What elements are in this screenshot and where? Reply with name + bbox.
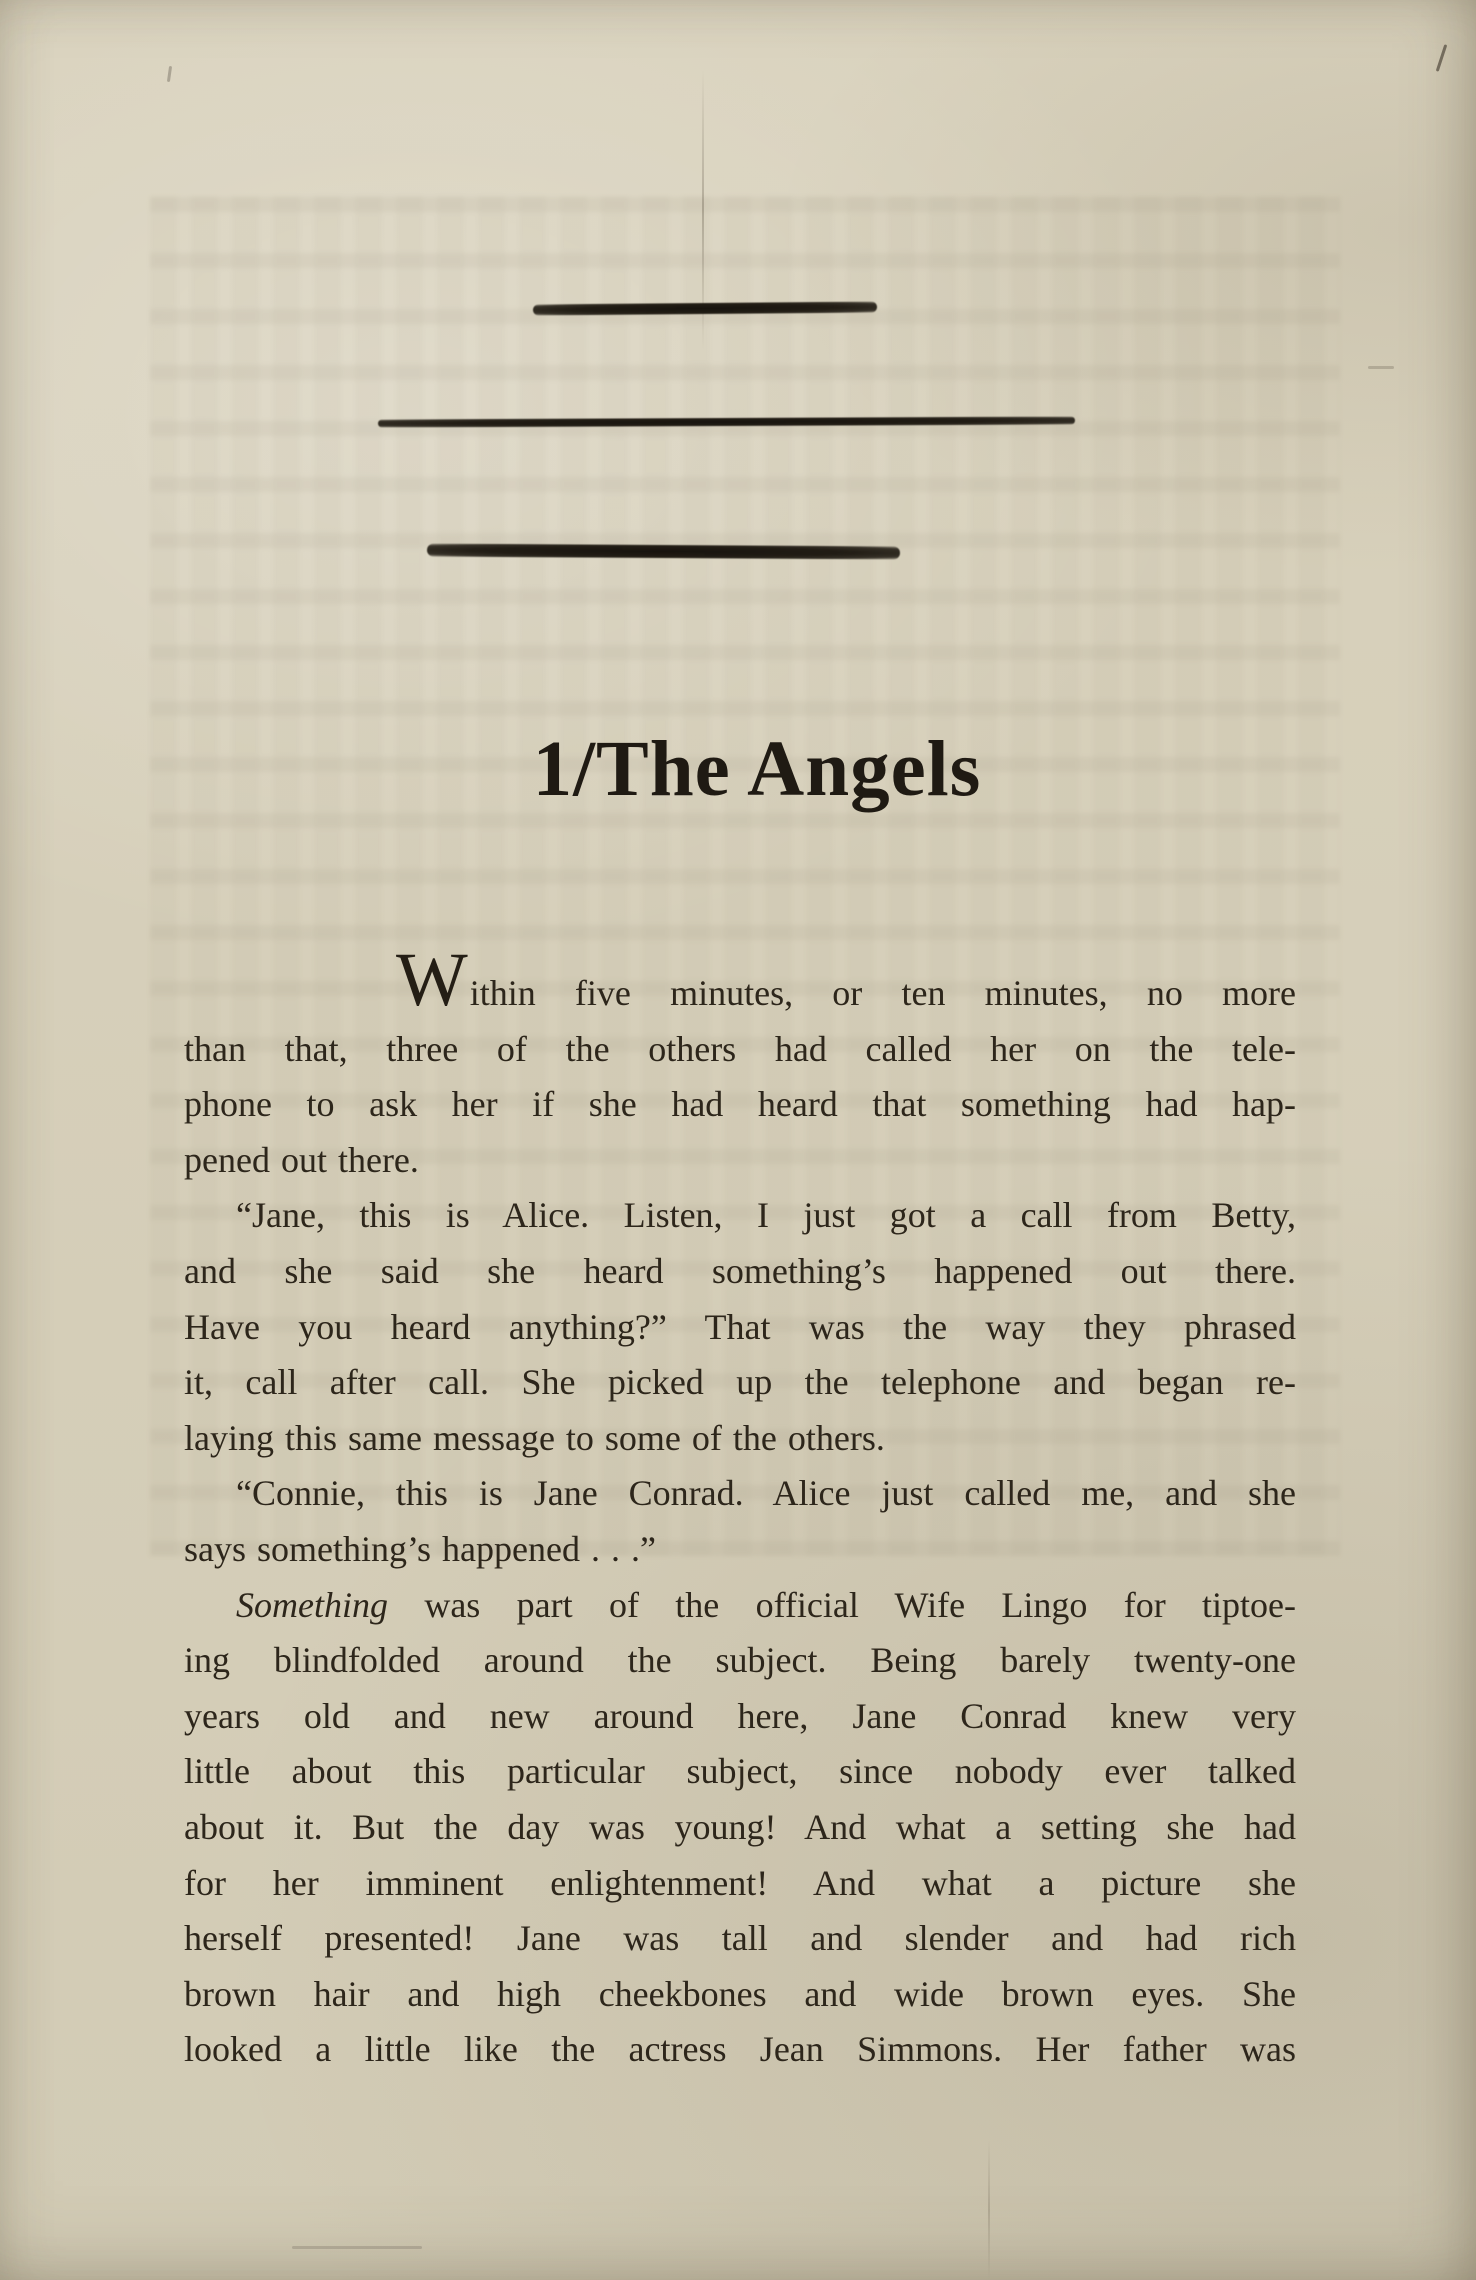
text-line-content: was part of the official Wife Lingo for tiptoe- <box>387 1584 1296 1625</box>
text-line: little about this particular subject, since nobody ever talked <box>184 1751 1296 1792</box>
text-line: “Jane, this is Alice. Listen, I just got a call from Betty, <box>236 1195 1296 1236</box>
text-line: years old and new around here, Jane Conrad knew very <box>184 1695 1296 1736</box>
text-line: Have you heard anything?” That was the way they phrased <box>184 1306 1296 1347</box>
text-line: herself presented! Jane was tall and slender and had rich <box>184 1918 1296 1959</box>
text-line: about it. But the day was young! And what a setting she had <box>184 1806 1296 1847</box>
text-line <box>184 1578 1296 1634</box>
body-text <box>184 938 1296 2078</box>
text-line: it, call after call. She picked up the telephone and began re- <box>184 1362 1296 1403</box>
text-line: for her imminent enlightenment! And what a picture she <box>184 1862 1296 1903</box>
text-line: laying this same message to some of the others. <box>184 1417 885 1458</box>
stray-mark <box>1368 366 1394 369</box>
stray-mark <box>292 2246 422 2249</box>
raised-initial-cap: W <box>396 938 470 1022</box>
stray-mark <box>167 66 172 82</box>
italic-word: Something <box>236 1584 388 1625</box>
text-line: and she said she heard something’s happened out there. <box>184 1250 1296 1291</box>
ink-stroke-bottom <box>427 544 900 560</box>
ink-stroke-top <box>533 301 877 315</box>
text-line <box>184 938 1296 1022</box>
text-line: phone to ask her if she had heard that something had hap- <box>184 1084 1296 1125</box>
text-line: brown hair and high cheekbones and wide brown eyes. She <box>184 1973 1296 2014</box>
chapter-title: 1/The Angels <box>532 725 982 813</box>
ink-stroke-middle <box>378 416 1075 427</box>
page-fold-line <box>988 2140 990 2280</box>
text-line: says something’s happened . . .” <box>184 1528 656 1569</box>
text-line: pened out there. <box>184 1139 419 1180</box>
text-line: looked a little like the actress Jean Simmons. Her father was <box>184 2029 1296 2070</box>
text-line: ing blindfolded around the subject. Being barely twenty-one <box>184 1640 1296 1681</box>
text-line: “Connie, this is Jane Conrad. Alice just called me, and she <box>236 1473 1296 1514</box>
stray-mark <box>1436 44 1448 72</box>
text-line-content: ithin five minutes, or ten minutes, no more <box>469 973 1296 1013</box>
text-line: than that, three of the others had called her on the tele- <box>184 1028 1296 1069</box>
